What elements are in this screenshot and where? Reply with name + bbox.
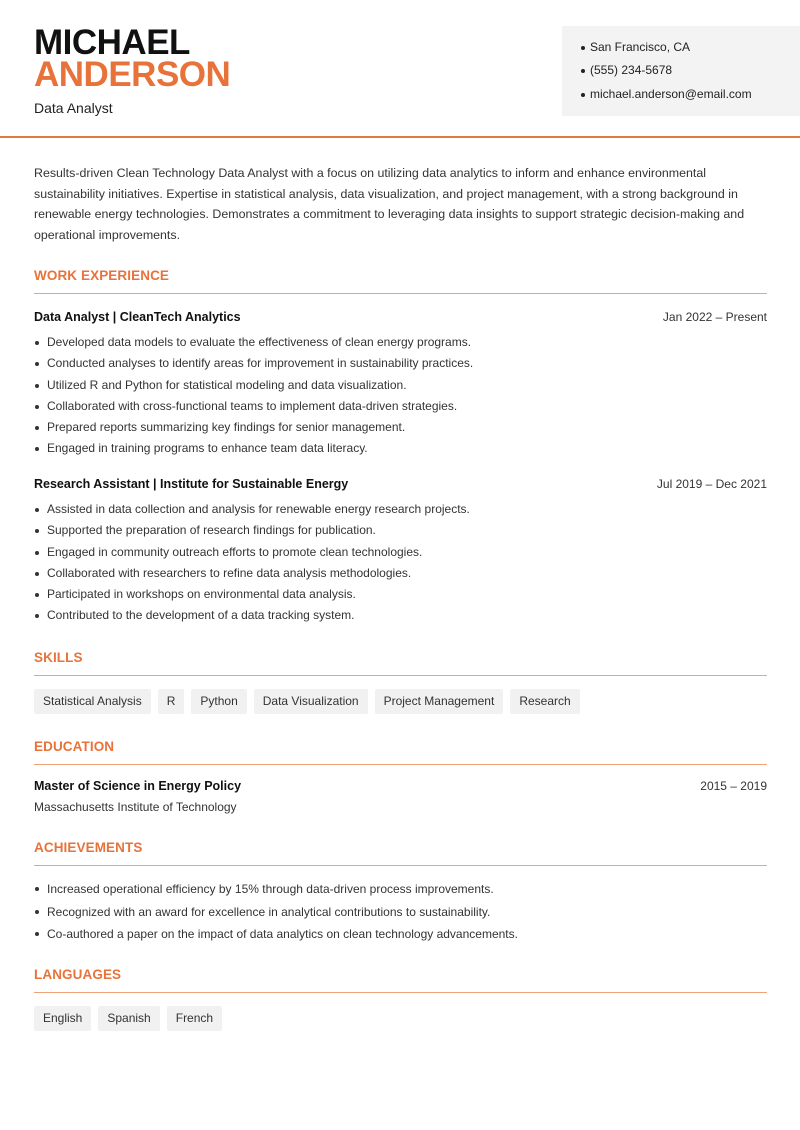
education-header — [34, 779, 767, 793]
job-header — [34, 310, 767, 324]
list-item: Assisted in data collection and analysis for renewable energy research projects. — [34, 499, 767, 520]
school-name: Massachusetts Institute of Technology — [34, 800, 237, 814]
list-item: Collaborated with cross-functional teams to implement data-driven strategies. — [34, 396, 767, 417]
list-item: Increased operational efficiency by 15% through data-driven process improvements. — [34, 878, 767, 901]
list-item: Developed data models to evaluate the effectiveness of clean energy programs. — [34, 332, 767, 353]
section-title-achievements: ACHIEVEMENTS — [34, 840, 767, 866]
job-dates: Jan 2022 – Present — [662, 310, 767, 324]
list-item: Prepared reports summarizing key findings for senior management. — [34, 417, 767, 438]
section-title-education: EDUCATION — [34, 739, 767, 765]
achievements-list — [34, 878, 767, 946]
section-title-languages: LANGUAGES — [34, 967, 767, 993]
language-chip: Spanish — [98, 1006, 159, 1031]
list-item: Engaged in training programs to enhance team data literacy. — [34, 438, 767, 459]
section-title-skills: SKILLS — [34, 650, 767, 676]
job-title: Data Analyst — [34, 100, 113, 116]
list-item: Engaged in community outreach efforts to promote clean technologies. — [34, 542, 767, 563]
section-title-work: WORK EXPERIENCE — [34, 268, 767, 294]
skill-chip: Data Visualization — [254, 689, 368, 714]
job-bullets — [34, 332, 767, 460]
contact-box — [562, 26, 800, 116]
education-dates: 2015 – 2019 — [700, 779, 767, 793]
job-role: Data Analyst | CleanTech Analytics — [34, 310, 241, 324]
language-chip: English — [34, 1006, 91, 1031]
job-role: Research Assistant | Institute for Sustainable Energy — [34, 477, 349, 491]
job-dates: Jul 2019 – Dec 2021 — [656, 477, 767, 491]
list-item: Contributed to the development of a data tracking system. — [34, 605, 767, 626]
languages-list — [34, 1006, 222, 1031]
list-item: Collaborated with researchers to refine data analysis methodologies. — [34, 563, 767, 584]
skill-chip: Project Management — [375, 689, 504, 714]
list-item: Utilized R and Python for statistical modeling and data visualization. — [34, 375, 767, 396]
job-header — [34, 477, 767, 491]
list-item: Participated in workshops on environmental data analysis. — [34, 584, 767, 605]
skill-chip: Statistical Analysis — [34, 689, 151, 714]
list-item: Co-authored a paper on the impact of data analytics on clean technology advancements. — [34, 923, 767, 946]
degree: Master of Science in Energy Policy — [34, 779, 242, 793]
summary-paragraph: Results-driven Clean Technology Data Analyst with a focus on utilizing data analytics to inform and enhance environmental sustainability initiatives. Expertise in statistical analysis, data visualization, and project management, with a strong background in renewable energy technologies. Demonstrates a commitment to leveraging data insights to support strategic decision-making and operational improvements. — [34, 166, 745, 243]
resume-header — [0, 0, 800, 138]
skills-list — [34, 689, 580, 714]
list-item: Conducted analyses to identify areas for improvement in sustainability practices. — [34, 353, 767, 374]
contact-phone: (555) 234-5678 — [590, 63, 673, 77]
first-name: MICHAEL — [34, 23, 190, 62]
list-item: Supported the preparation of research findings for publication. — [34, 520, 767, 541]
contact-email[interactable]: michael.anderson@email.com — [590, 87, 752, 101]
language-chip: French — [167, 1006, 222, 1031]
job-bullets — [34, 499, 767, 627]
skill-chip: Python — [191, 689, 246, 714]
skill-chip: Research — [510, 689, 579, 714]
list-item: Recognized with an award for excellence in analytical contributions to sustainability. — [34, 901, 767, 924]
last-name: ANDERSON — [34, 55, 231, 94]
contact-location: San Francisco, CA — [590, 40, 691, 54]
skill-chip: R — [158, 689, 185, 714]
